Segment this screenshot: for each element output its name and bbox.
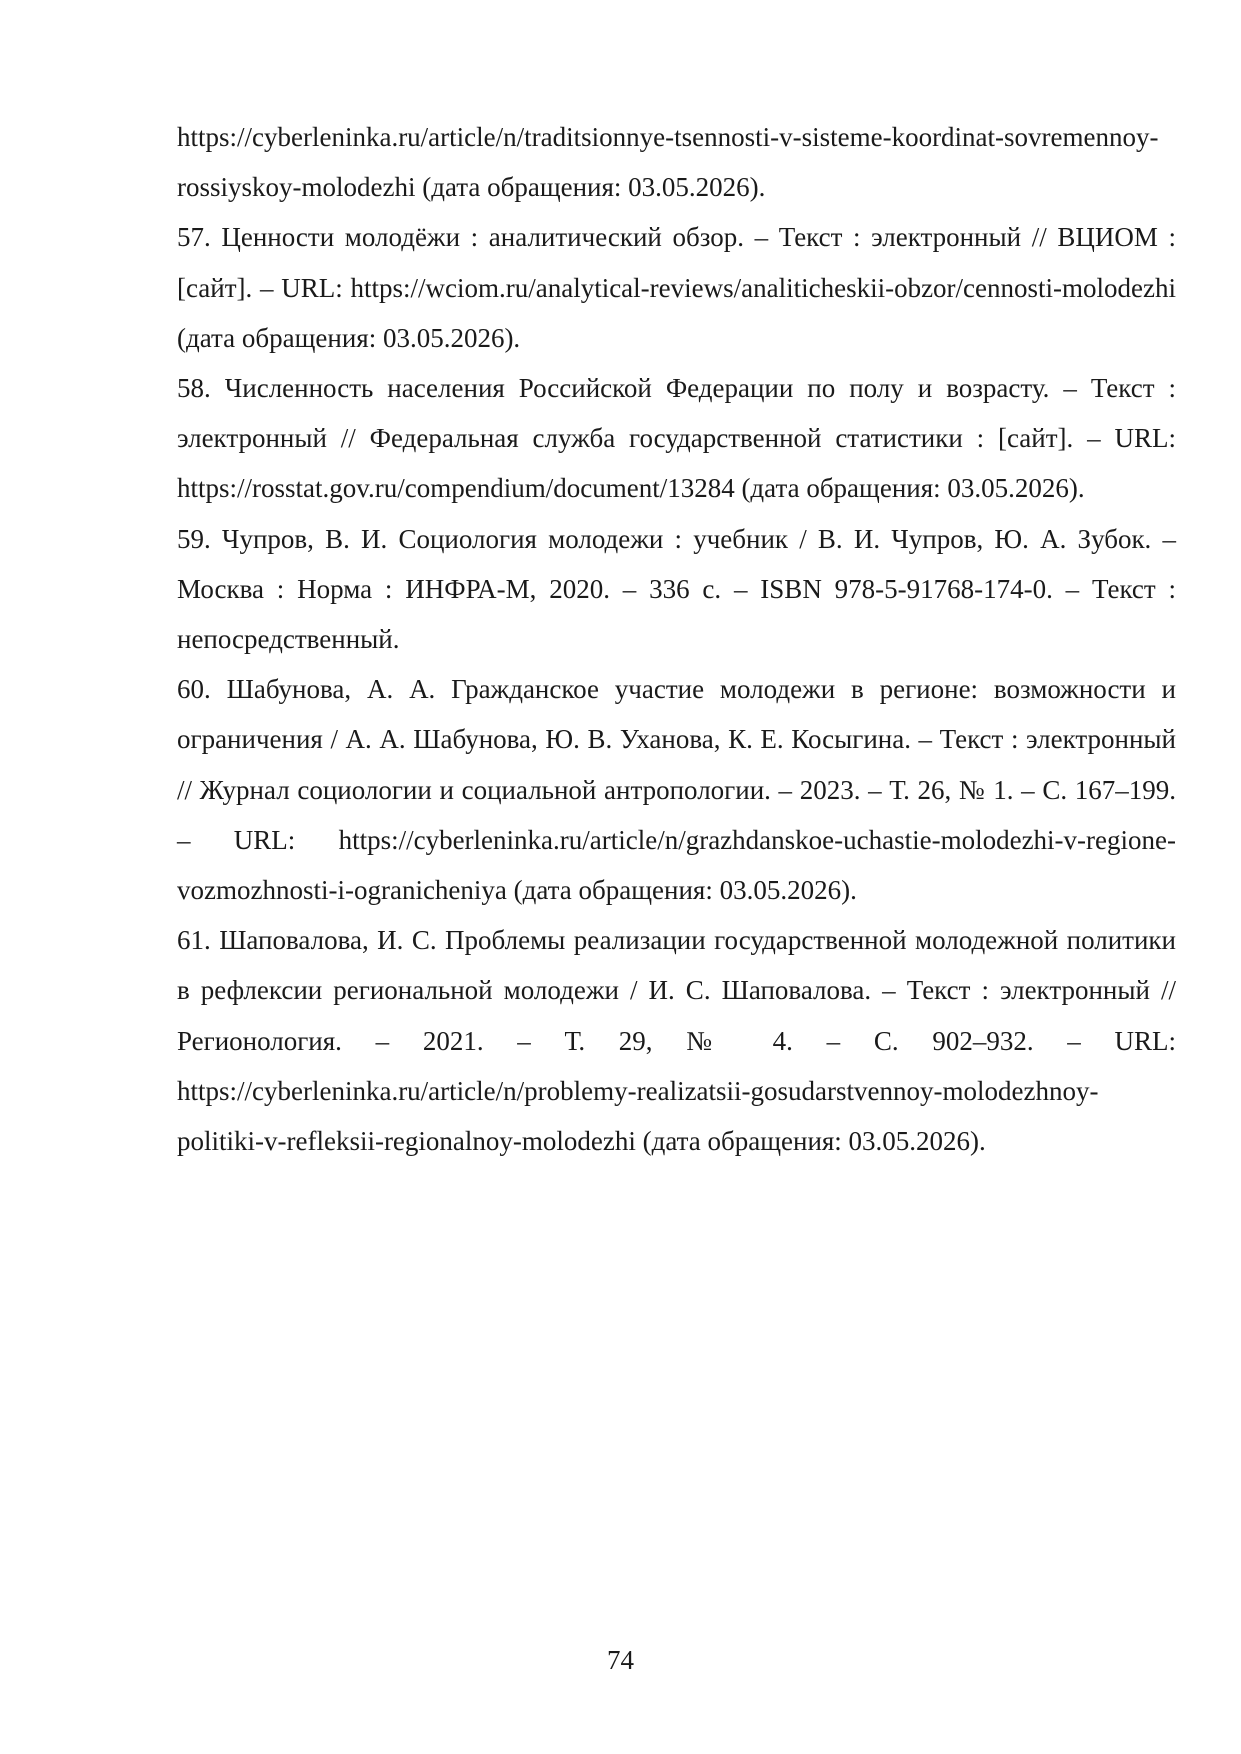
reference-list [177, 112, 1176, 1166]
reference-item-58: 58. Численность населения Российской Федерации по полу и возрасту. – Текст : электронный // Федеральная служба государственной статистики : [сайт]. – URL: https://rosstat.gov.ru/compendium/document/13284 (дата обращения: 03.05.2026). [177, 373, 1176, 504]
reference-item-61: 61. Шаповалова, И. С. Проблемы реализации государственной молодежной политики в рефлексии региональной молодежи / И. С. Шаповалова. – Текст : электронный // Регионология. – 2021. – Т. 29, № 4. – С. 902–932. – URL: https://cyberleninka.ru/article/n/problemy-realizatsii-gosudarstvennoy-molodezhnoy-politiki-v-refleksii-regionalnoy-molodezhi (дата обращения: 03.05.2026). [177, 925, 1176, 1157]
reference-item-57: 57. Ценности молодёжи : аналитический обзор. – Текст : электронный // ВЦИОМ : [сайт]. – URL: https://wciom.ru/analytical-reviews/analiticheskii-obzor/cennosti-molodezhi (дата обращения: 03.05.2026). [177, 222, 1176, 353]
reference-continuation: https://cyberleninka.ru/article/n/traditsionnye-tsennosti-v-sisteme-koordinat-sovremennoy-rossiyskoy-molodezhi (дата обращения: 03.05.2026). [177, 122, 1159, 203]
page-number: 74 [607, 1645, 634, 1675]
reference-item-60: 60. Шабунова, А. А. Гражданское участие молодежи в регионе: возможности и ограничения / А. А. Шабунова, Ю. В. Уханова, К. Е. Косыгина. – Текст : электронный // Журнал социологии и социальной антропологии. – 2023. – Т. 26, № 1. – С. 167–199. – URL: https://cyberleninka.ru/article/n/grazhdanskoe-uchastie-molodezhi-v-regione-vozmozhnosti-i-ogranicheniya (дата обращения: 03.05.2026). [177, 674, 1176, 906]
reference-item-59: 59. Чупров, В. И. Социология молодежи : учебник / В. И. Чупров, Ю. А. Зубок. – Москва : Норма : ИНФРА-М, 2020. – 336 с. – ISBN 978-5-91768-174-0. – Текст : непосредственный. [177, 523, 1176, 655]
